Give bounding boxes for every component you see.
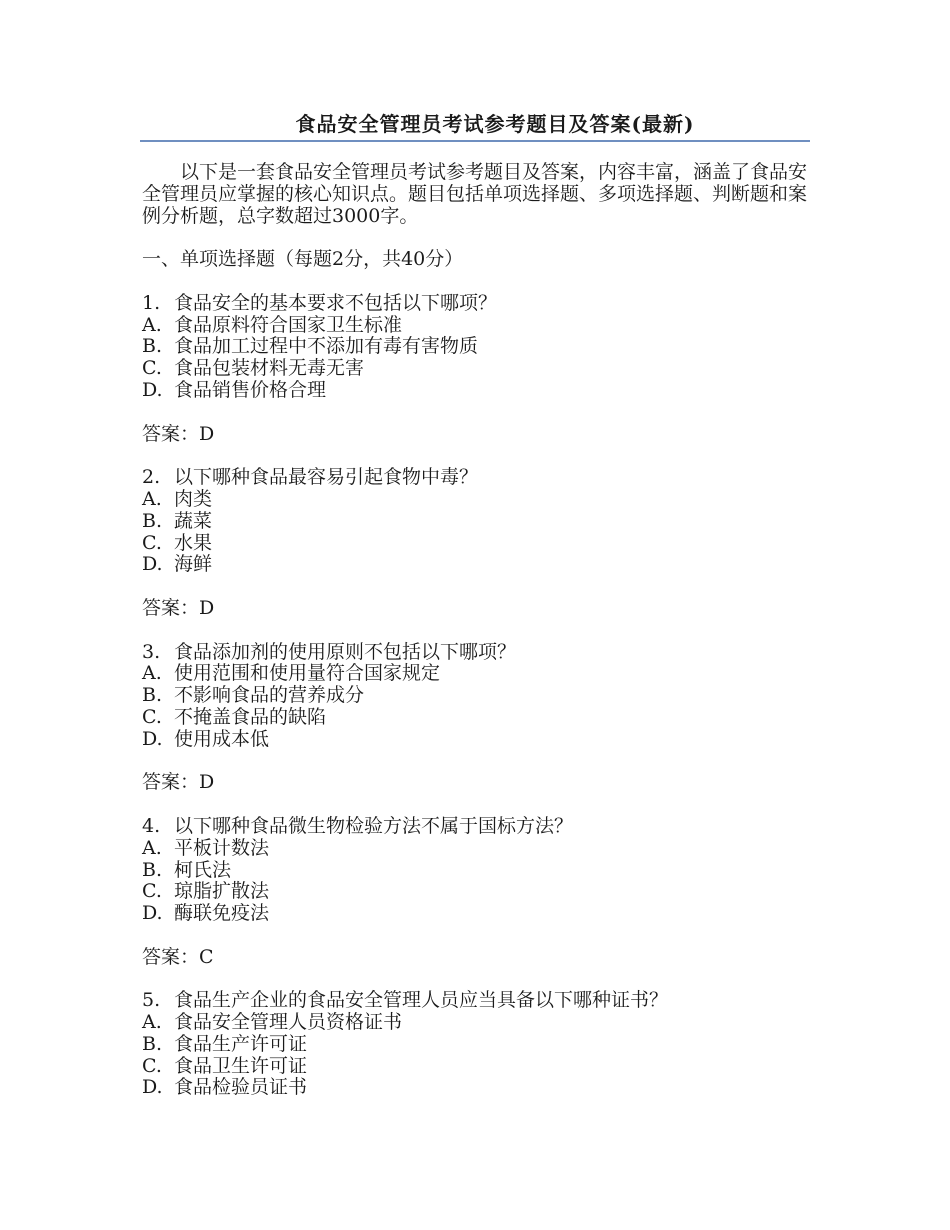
question-text: 食品安全的基本要求不包括以下哪项？ bbox=[174, 291, 498, 314]
option-text: 柯氏法 bbox=[174, 858, 232, 881]
question-number: 5. bbox=[142, 989, 161, 1012]
answer-option bbox=[142, 380, 807, 402]
spacer bbox=[142, 227, 807, 249]
answer-value: D bbox=[199, 596, 215, 619]
option-text: 肉类 bbox=[174, 487, 213, 510]
intro-paragraph: 以下是一套食品安全管理员考试参考题目及答案，内容丰富，涵盖了食品安全管理员应掌握的核心知识点。题目包括单项选择题、多项选择题、判断题和案例分析题，总字数超过3000字。 bbox=[142, 161, 808, 227]
spacer bbox=[142, 620, 807, 642]
answer-line bbox=[142, 598, 807, 620]
spacer bbox=[142, 925, 807, 947]
question-text: 以下哪种食品最容易引起食物中毒？ bbox=[174, 466, 479, 489]
question-text: 食品添加剂的使用原则不包括以下哪项？ bbox=[174, 640, 517, 663]
answer-line bbox=[142, 947, 807, 969]
option-key: C. bbox=[142, 357, 162, 380]
option-text: 蔬菜 bbox=[174, 509, 213, 532]
answer-option bbox=[142, 685, 807, 707]
answer-label: 答案： bbox=[142, 596, 200, 619]
answer-option bbox=[142, 336, 807, 358]
option-key: D. bbox=[142, 902, 163, 925]
option-text: 食品卫生许可证 bbox=[174, 1054, 308, 1077]
answer-value: D bbox=[199, 422, 215, 445]
answer-value: C bbox=[199, 945, 214, 968]
answer-label: 答案： bbox=[142, 945, 200, 968]
answer-option bbox=[142, 358, 807, 380]
answer-label: 答案： bbox=[142, 771, 200, 794]
option-key: B. bbox=[142, 509, 163, 532]
answer-option bbox=[142, 707, 807, 729]
option-text: 食品生产许可证 bbox=[174, 1032, 308, 1055]
option-text: 水果 bbox=[174, 531, 213, 554]
option-text: 海鲜 bbox=[174, 553, 213, 576]
answer-option bbox=[142, 554, 807, 576]
answer-option bbox=[142, 860, 807, 882]
option-text: 平板计数法 bbox=[174, 836, 270, 859]
title-underline bbox=[140, 140, 810, 142]
answer-option bbox=[142, 533, 807, 555]
answer-option bbox=[142, 729, 807, 751]
spacer bbox=[142, 968, 807, 990]
option-text: 琼脂扩散法 bbox=[174, 880, 270, 903]
option-key: A. bbox=[142, 313, 162, 336]
question-text: 以下哪种食品微生物检验方法不属于国标方法？ bbox=[174, 814, 574, 837]
option-key: D. bbox=[142, 727, 163, 750]
option-key: D. bbox=[142, 378, 163, 401]
option-key: B. bbox=[142, 858, 163, 881]
spacer bbox=[142, 751, 807, 773]
option-text: 使用成本低 bbox=[174, 727, 270, 750]
page-title: 食品安全管理员考试参考题目及答案(最新) bbox=[295, 112, 695, 136]
document-body bbox=[142, 162, 807, 1099]
answer-line bbox=[142, 772, 807, 794]
spacer bbox=[142, 445, 807, 467]
answer-option bbox=[142, 881, 807, 903]
answer-option bbox=[142, 1056, 807, 1078]
question-number: 4. bbox=[142, 814, 161, 837]
question-stem bbox=[142, 990, 807, 1012]
option-key: A. bbox=[142, 1011, 162, 1034]
option-key: B. bbox=[142, 1032, 163, 1055]
answer-label: 答案： bbox=[142, 422, 200, 445]
answer-option bbox=[142, 511, 807, 533]
question-stem bbox=[142, 467, 807, 489]
spacer bbox=[142, 576, 807, 598]
answer-option bbox=[142, 903, 807, 925]
option-key: C. bbox=[142, 1054, 162, 1077]
option-text: 食品包装材料无毒无害 bbox=[174, 357, 365, 380]
answer-option bbox=[142, 489, 807, 511]
option-text: 酶联免疫法 bbox=[174, 902, 270, 925]
question-list bbox=[142, 271, 807, 1099]
answer-option bbox=[142, 838, 807, 860]
section-heading: 一、单项选择题（每题2分，共40分） bbox=[142, 248, 464, 271]
option-key: B. bbox=[142, 684, 163, 707]
option-text: 食品检验员证书 bbox=[174, 1076, 308, 1099]
spacer bbox=[142, 402, 807, 424]
option-key: A. bbox=[142, 836, 162, 859]
option-key: C. bbox=[142, 531, 162, 554]
answer-option bbox=[142, 1012, 807, 1034]
option-key: A. bbox=[142, 662, 162, 685]
question-stem bbox=[142, 816, 807, 838]
option-key: D. bbox=[142, 1076, 163, 1099]
option-key: C. bbox=[142, 705, 162, 728]
question-text: 食品生产企业的食品安全管理人员应当具备以下哪种证书？ bbox=[174, 989, 669, 1012]
option-text: 食品原料符合国家卫生标准 bbox=[174, 313, 403, 336]
answer-value: D bbox=[199, 771, 215, 794]
option-text: 食品安全管理人员资格证书 bbox=[174, 1011, 403, 1034]
question-number: 1. bbox=[142, 291, 161, 314]
option-text: 食品销售价格合理 bbox=[174, 378, 327, 401]
answer-option bbox=[142, 663, 807, 685]
option-text: 食品加工过程中不添加有毒有害物质 bbox=[174, 335, 479, 358]
question-stem bbox=[142, 642, 807, 664]
option-key: B. bbox=[142, 335, 163, 358]
answer-option bbox=[142, 1034, 807, 1056]
answer-option bbox=[142, 315, 807, 337]
option-text: 不影响食品的营养成分 bbox=[174, 684, 365, 707]
question-number: 3. bbox=[142, 640, 161, 663]
option-text: 不掩盖食品的缺陷 bbox=[174, 705, 327, 728]
answer-line bbox=[142, 424, 807, 446]
option-key: D. bbox=[142, 553, 163, 576]
option-key: C. bbox=[142, 880, 162, 903]
option-text: 使用范围和使用量符合国家规定 bbox=[174, 662, 441, 685]
option-key: A. bbox=[142, 487, 162, 510]
spacer bbox=[142, 271, 807, 293]
spacer bbox=[142, 794, 807, 816]
answer-option bbox=[142, 1077, 807, 1099]
question-number: 2. bbox=[142, 466, 161, 489]
question-stem bbox=[142, 293, 807, 315]
